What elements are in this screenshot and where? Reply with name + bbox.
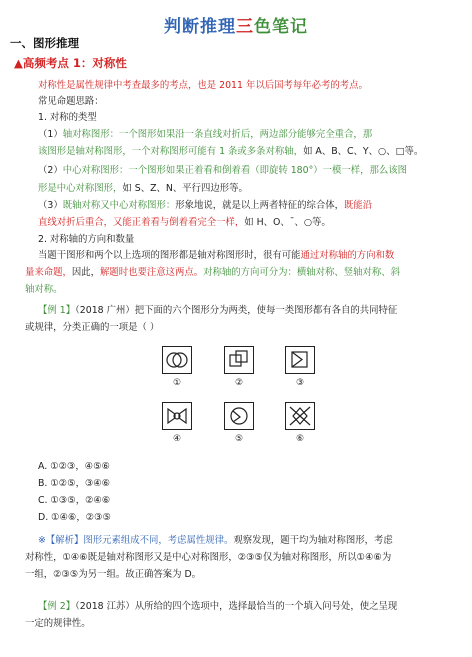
figure-cross-diamond-icon xyxy=(285,402,315,430)
topic-label: 高频考点 1：对称性 xyxy=(22,56,127,70)
intro-line: 常见命题思路： xyxy=(38,96,104,107)
direction-paragraph: 轴对称。 xyxy=(25,284,63,295)
analysis-line: 对称性，①④⑥既是轴对称图形又是中心对称图形，②③⑤仅为轴对称图形，所以①④⑥为 xyxy=(25,552,392,563)
both-symmetry-line: 直线对折后重合，又能正着看与倒着看完全一样，如 H、O、ˉ、○等。 xyxy=(38,217,331,228)
section-heading: 一、图形推理 xyxy=(10,36,79,50)
answer-option-d[interactable]: D. ①④⑥，②③⑤ xyxy=(38,512,111,523)
axis-symmetry-line: 该图形是轴对称图形，一个对称图形可能有 1 条或多条对称轴，如 A、B、C、Y、○、□等。 xyxy=(38,146,424,157)
intro-line: 1. 对称的类型 xyxy=(38,112,97,123)
example1-question: 或规律，分类正确的一项是（ ） xyxy=(25,322,160,333)
example1-question: 【例 1】（2018 广州）把下面的六个图形分为两类，使每一类图形都有各自的共同特征 xyxy=(38,305,398,316)
answer-option-a[interactable]: A. ①②③，④⑤⑥ xyxy=(38,461,111,472)
center-symmetry-line: （2）中心对称图形：一个图形如果正着看和倒着看（即旋转 180°）一模一样，那么该图 xyxy=(38,165,408,176)
figure-label: ④ xyxy=(172,434,182,444)
analysis-line: 一组，②③⑤为另一组。故正确答案为 D。 xyxy=(25,569,202,580)
analysis-line: ※【解析】图形元素组成不同，考虑属性规律。观察发现，题干均为轴对称图形，考虑 xyxy=(38,535,393,546)
figure-label: ③ xyxy=(295,378,305,388)
direction-paragraph: 当题干图形和两个以上选项的图形都是轴对称图形时，很有可能通过对称轴的方向和数 xyxy=(38,250,395,261)
figure-row xyxy=(162,346,315,380)
title-part-three: 三 xyxy=(236,17,254,37)
example2-question: 【例 2】（2018 江苏）从所给的四个选项中，选择最恰当的一个填入问号处，使之呈现 xyxy=(38,601,398,612)
figure-label: ⑤ xyxy=(234,434,244,444)
direction-paragraph: 量来命题，因此，解题时也要注意这两点。对称轴的方向可分为：横轴对称、竖轴对称、斜 xyxy=(25,267,401,278)
topic-heading xyxy=(14,55,127,71)
triangle-icon: ▲ xyxy=(14,56,23,70)
figure-overlapping-circles-icon xyxy=(162,346,192,374)
direction-heading: 2. 对称轴的方向和数量 xyxy=(38,234,135,245)
intro-line: 对称性是属性规律中考查最多的考点，也是 2011 年以后国考每年必考的考点。 xyxy=(38,80,368,91)
answer-option-c[interactable]: C. ①③⑤，②④⑥ xyxy=(38,495,111,506)
figure-overlapping-squares-icon xyxy=(224,346,254,374)
center-symmetry-line: 形是中心对称图形，如 S、Z、N、平行四边形等。 xyxy=(38,183,248,194)
example2-question: 一定的规律性。 xyxy=(25,618,91,629)
figure-label: ② xyxy=(234,378,244,388)
title-part-judgment: 判断推理 xyxy=(164,17,236,37)
both-symmetry-line: （3）既轴对称又中心对称图形：形象地说，就是以上两者特征的综合体，既能沿 xyxy=(38,200,373,211)
figure-square-with-triangle-icon xyxy=(285,346,315,374)
figure-circle-with-angle-icon xyxy=(224,402,254,430)
figure-label: ① xyxy=(172,378,182,388)
figure-label: ⑥ xyxy=(295,434,305,444)
figure-row xyxy=(162,402,315,436)
answer-option-b[interactable]: B. ①②⑤，③④⑥ xyxy=(38,478,111,489)
figure-bowtie-circle-icon xyxy=(162,402,192,430)
axis-symmetry-line: （1）轴对称图形：一个图形如果沿一条直线对折后，两边部分能够完全重合，那 xyxy=(38,129,373,140)
page-title xyxy=(0,12,472,37)
title-part-notes: 色笔记 xyxy=(254,17,308,37)
